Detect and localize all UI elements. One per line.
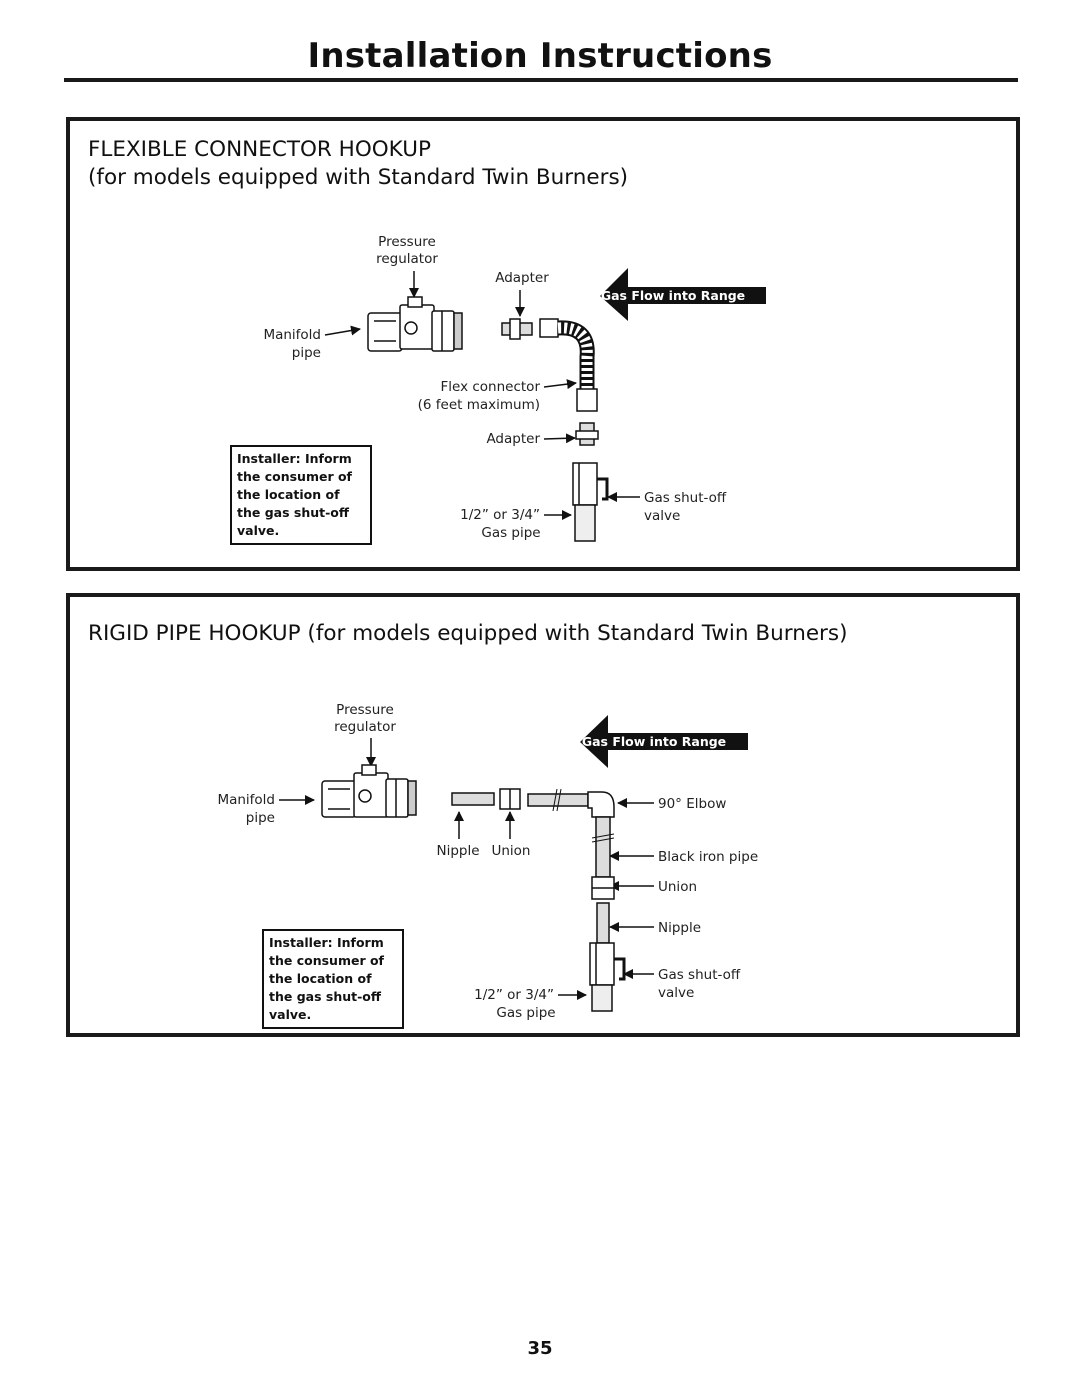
black-iron-pipe-label: Black iron pipe [658,849,759,865]
flexible-heading-line2: (for models equipped with Standard Twin Burners) [88,165,629,190]
black-iron-pipe-icon [528,789,614,877]
six-feet-label: (6 feet maximum) [417,397,540,413]
rigid-gas-shutoff-label: Gas shut-off [658,967,741,983]
gas-shutoff-valve-icon [573,463,607,541]
gas-flow-label: Gas Flow into Range [600,288,746,303]
union-right-label: Union [658,879,698,895]
rigid-gas-flow-arrow [580,715,748,768]
gas-shutoff-label: Gas shut-off [644,490,727,506]
gas-flow-arrow [600,268,766,321]
nipple-left-label: Nipple [436,843,480,859]
rigid-nipple-union-icon [452,789,520,809]
rigid-gas-flow-label: Gas Flow into Range [581,734,727,749]
rigid-manifold-label: Manifold [217,792,275,808]
flexible-connector-section [66,117,1020,571]
flex-connector-label: Flex connector [440,379,540,395]
flex-connector-icon [540,319,597,411]
rigid-heading: RIGID PIPE HOOKUP (for models equipped with Standard Twin Burners) [88,621,848,646]
rigid-pipe-section [66,593,1020,1037]
manifold-arrow [325,329,360,335]
rigid-pipe-size-label: 1/2” or 3/4” [474,987,554,1003]
regulator-label: regulator [376,251,438,267]
valve-label: valve [644,508,681,524]
manifold-label: Manifold [263,327,321,343]
rigid-valve-label: valve [658,985,695,1001]
pressure-label: Pressure [378,234,436,250]
adapter-bottom-label: Adapter [486,431,540,447]
rigid-pipe-diagram [70,597,1016,1033]
rigid-gas-pipe-label: Gas pipe [496,1005,556,1021]
title-rule [64,78,1018,82]
adapter-top-icon [502,319,532,339]
rigid-gas-shutoff-valve-icon [590,943,624,1011]
elbow-label: 90° Elbow [658,796,727,812]
rigid-installer-note: Installer: Inform the consumer of the location of the gas shut-off valve. [262,929,404,1029]
rigid-pressure-label: Pressure [336,702,394,718]
pipe-size-label: 1/2” or 3/4” [460,507,540,523]
flex-connector-arrow [544,383,576,387]
installer-note: Installer: Inform the consumer of the location of the gas shut-off valve. [230,445,372,545]
nipple-right-label: Nipple [658,920,702,936]
gas-pipe-label: Gas pipe [481,525,541,541]
nipple-right-icon [597,903,609,943]
flexible-connector-diagram [70,121,1016,567]
rigid-manifold-pipe-label: pipe [245,810,275,826]
page-title: Installation Instructions [307,36,773,76]
adapter-bottom-arrow [544,438,575,439]
pressure-regulator-icon [368,297,462,351]
page-number: 35 [527,1338,553,1359]
manifold-pipe-label: pipe [291,345,321,361]
adapter-bottom-icon [576,423,598,445]
rigid-regulator-label: regulator [334,719,396,735]
rigid-pressure-regulator-icon [322,765,416,817]
adapter-top-label: Adapter [495,270,549,286]
flexible-heading-line1: FLEXIBLE CONNECTOR HOOKUP [88,137,431,162]
union-left-label: Union [491,843,531,859]
union-right-icon [592,877,614,899]
